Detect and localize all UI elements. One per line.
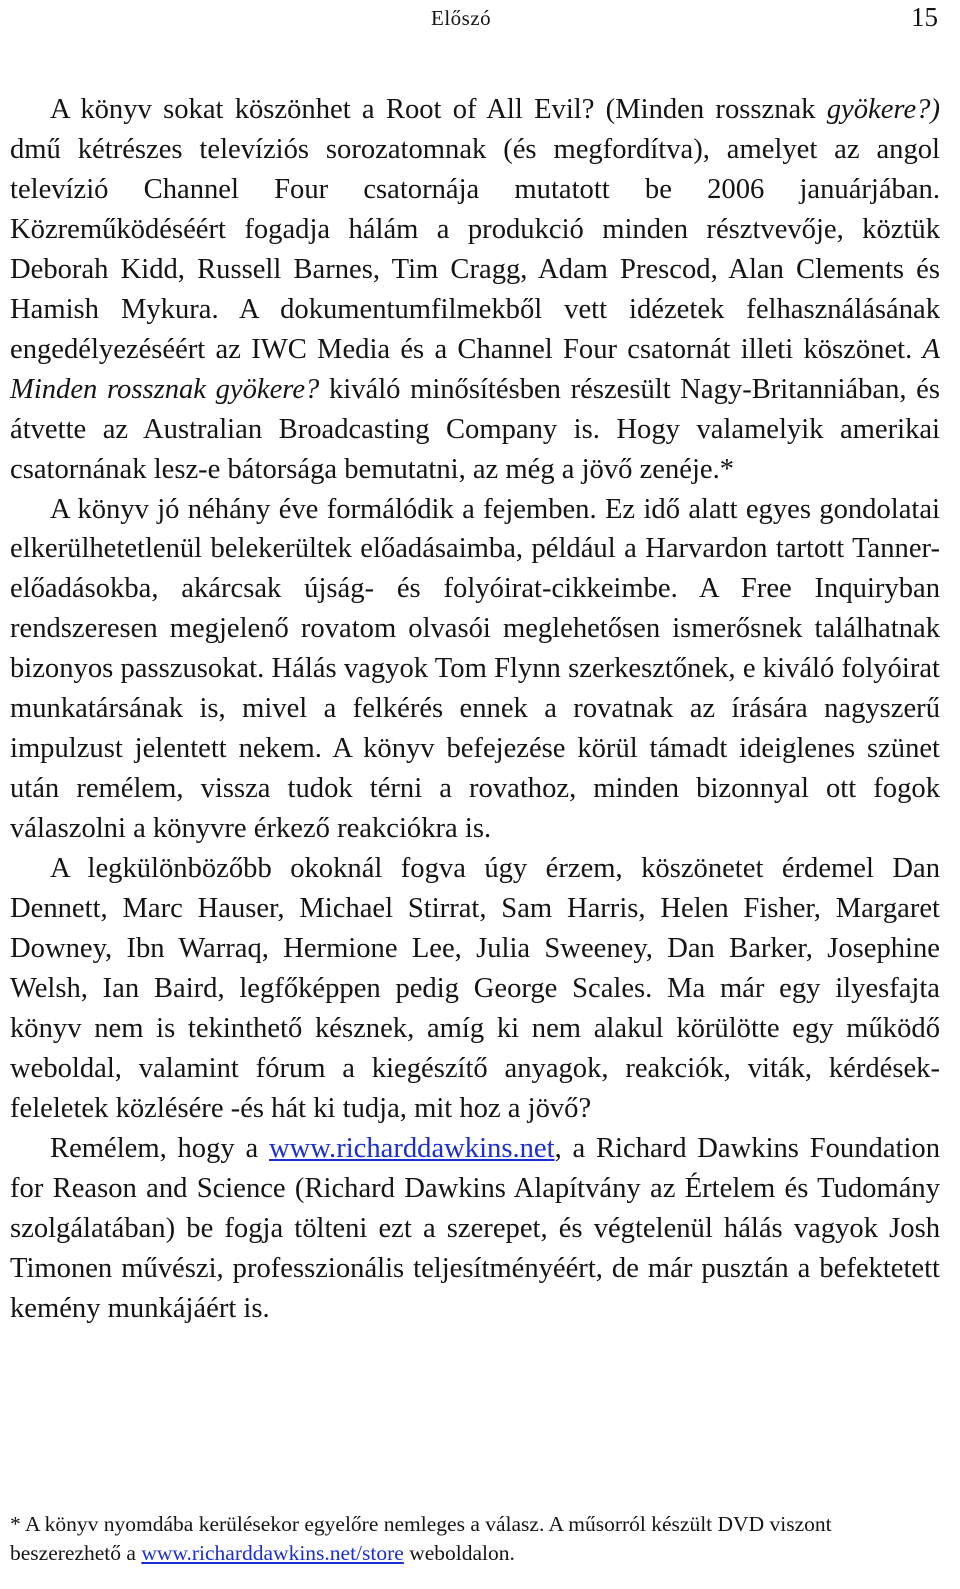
- paragraph-1-italic-title-2: A Minden rossznak gyökere?: [10, 333, 940, 405]
- paragraph-1-part-c: dmű kétrészes televíziós sorozatomnak (és megfordítva), amelyet az angol televízió Channel Four csatornája mutatott be 2006 januárjában. Közreműködéséért fogadja hálám a produkció minden résztvevője, köztük Deborah Kidd, Russell Barnes, Tim Cragg, Adam Prescod, Alan Clements és Hamish Mykura. A dokumentumfilmekből vett idézetek felhasználásának engedélyezéséért az IWC Media és a Channel Four csatornát illeti köszönet.: [10, 133, 940, 365]
- website-link[interactable]: www.richarddawkins.net: [268, 1132, 555, 1164]
- paragraph-4: [10, 1129, 940, 1329]
- page-number: 15: [911, 2, 938, 32]
- paragraph-1-italic-title: gyökere?): [826, 94, 940, 125]
- footnote-part-a: * A könyv nyomdába kerülésekor egyelőre nemleges a válasz. A műsorról készült DVD viszont beszerezhető a: [10, 1512, 832, 1565]
- paragraph-1-part-e: kiváló minősítésben részesült Nagy-Britanniában, és átvette az Australian Broadcasting Company is. Hogy valamelyik amerikai csatornának lesz-e bátorsága bemutatni, az még a jövő zenéje.*: [10, 373, 940, 485]
- footnote-divider: [10, 1494, 310, 1495]
- running-head: [0, 0, 960, 40]
- footnote-part-b: weboldalon.: [403, 1541, 515, 1565]
- paragraph-3: A legkülönbözőbb okoknál fogva úgy érzem, köszönetet érdemel Dan Dennett, Marc Hauser, Michael Stirrat, Sam Harris, Helen Fisher, Margaret Downey, Ibn Warraq, Hermione Lee, Julia Sweeney, Dan Barker, Josephine Welsh, Ian Baird, legfőképpen pedig George Scales. Ma már egy ilyesfajta könyv nem is tekinthető késznek, amíg ki nem alakul körülötte egy működő weboldal, valamint fórum a kiegészítő anyagok, reakciók, viták, kérdések-feleletek közlésére -és hát ki tudja, mit hoz a jövő?: [10, 853, 940, 1124]
- paragraph-2: A könyv jó néhány éve formálódik a fejemben. Ez idő alatt egyes gondolatai elkerülhetetlenül belekerültek előadásaimba, például a Harvardon tartott Tanner-előadásokba, akárcsak újság- és folyóirat-cikkeimbe. A Free Inquiryban rendszeresen megjelenő rovatom olvasói meglehetősen ismerősnek találhatnak bizonyos passzusokat. Hálás vagyok Tom Flynn szerkesztőnek, e kiváló folyóirat munkatársának is, mivel a felkérés ennek a rovatnak az írására nagyszerű impulzust jelentett nekem. A könyv befejezése körül támadt ideiglenes szünet után remélem, vissza tudok térni a rovathoz, minden bizonnyal ott fogok válaszolni a könyvre érkező reakciókra is.: [10, 493, 940, 845]
- footnote: [10, 1510, 940, 1568]
- paragraph-1: [10, 90, 940, 490]
- store-link[interactable]: www.richarddawkins.net/store: [141, 1541, 404, 1565]
- chapter-title: Előszó: [431, 6, 492, 30]
- paragraph-1-part-a: A könyv sokat köszönhet a Root of All Evil? (Minden rossznak: [50, 94, 827, 125]
- paragraph-4-part-a: Remélem, hogy a: [50, 1132, 269, 1164]
- paragraph-4-part-b: , a Richard Dawkins Foundation for Reason and Science (Richard Dawkins Alapítvány az Értelem és Tudomány szolgálatában) be fogja tölteni ezt a szerepet, és végtelenül hálás vagyok Josh Timonen művészi, professzionális teljesítményéért, de már pusztán a befektetett kemény munkájáért is.: [10, 1132, 940, 1324]
- body-text: [10, 90, 940, 1329]
